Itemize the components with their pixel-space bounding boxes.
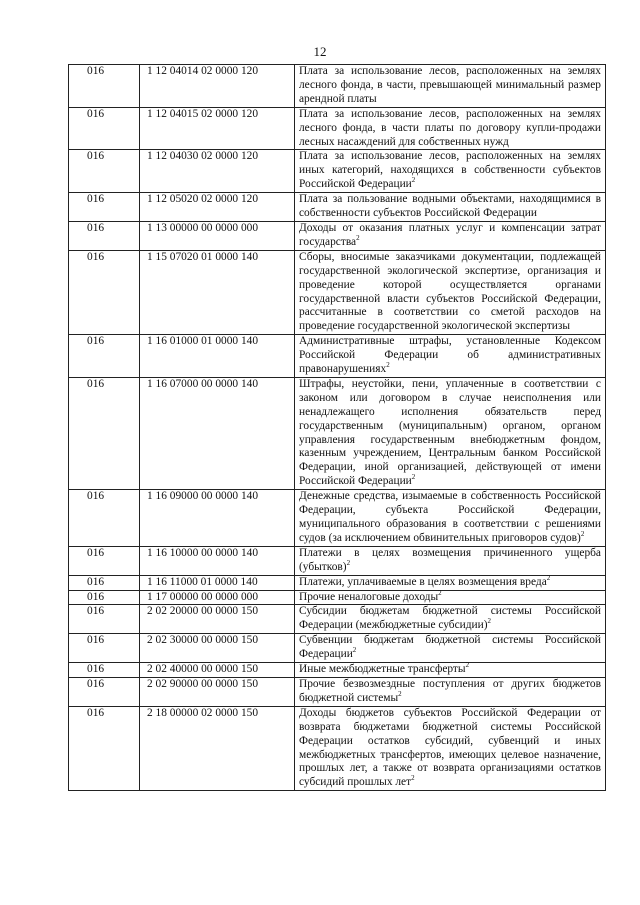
- table-row: [69, 546, 606, 575]
- description-text: Субсидии бюджетам бюджетной системы Российской Федерации (межбюджетные субсидии): [299, 605, 601, 632]
- table-row: [69, 590, 606, 605]
- admin-code-cell: 016: [69, 590, 140, 605]
- description-cell: [295, 150, 606, 193]
- description-text: Платежи в целях возмещения причиненного ущерба (убытков): [299, 546, 601, 573]
- description-cell: [295, 490, 606, 547]
- table-row: [69, 107, 606, 150]
- description-cell: [295, 706, 606, 790]
- admin-code-cell: 016: [69, 221, 140, 250]
- description-text: Плата за использование лесов, расположенных на землях лесного фонда, в части, превышающей минимальный размер арендной платы: [299, 65, 601, 105]
- footnote-mark: 2: [438, 588, 442, 597]
- admin-code-cell: 016: [69, 193, 140, 222]
- description-text: Доходы от оказания платных услуг и компенсации затрат государства: [299, 221, 601, 248]
- description-cell: [295, 250, 606, 334]
- table-row: [69, 663, 606, 678]
- admin-code-cell: 016: [69, 605, 140, 634]
- description-text: Доходы бюджетов субъектов Российской Федерации от возврата бюджетами бюджетной системы Российской Федерации остатков субсидий, субвенций и иных межбюджетных трансфертов, имеющих целевое назначение, прошлых лет, а также от возврата организациями остатков субсидий прошлых лет: [299, 706, 601, 789]
- table-row: [69, 706, 606, 790]
- revenue-code-cell: 2 02 20000 00 0000 150: [140, 605, 295, 634]
- table-row: [69, 65, 606, 108]
- admin-code-cell: 016: [69, 575, 140, 590]
- table-row: [69, 377, 606, 489]
- description-text: Денежные средства, изымаемые в собственность Российской Федерации, субъекта Российской Федерации, муниципального образования в соответствии с решениями судов (за исключением обвинительных приговоров судов): [299, 490, 601, 544]
- table-row: [69, 634, 606, 663]
- revenue-code-cell: 1 12 04015 02 0000 120: [140, 107, 295, 150]
- footnote-mark: 2: [346, 558, 351, 567]
- description-cell: [295, 546, 606, 575]
- table-row: [69, 605, 606, 634]
- footnote-mark: 2: [411, 774, 415, 783]
- admin-code-cell: 016: [69, 65, 140, 108]
- revenue-code-cell: 1 12 04014 02 0000 120: [140, 65, 295, 108]
- description-text: Платежи, уплачиваемые в целях возмещения вреда: [299, 575, 547, 588]
- page-number: 12: [313, 44, 327, 59]
- admin-code-cell: 016: [69, 677, 140, 706]
- table-row: [69, 150, 606, 193]
- footnote-mark: 2: [487, 617, 492, 626]
- description-cell: [295, 634, 606, 663]
- footnote-mark: 2: [386, 361, 390, 370]
- revenue-code-cell: 1 15 07020 01 0000 140: [140, 250, 295, 334]
- description-cell: [295, 335, 606, 378]
- footnote-mark: 2: [398, 690, 402, 699]
- description-cell: [295, 590, 606, 605]
- description-text: Иные межбюджетные трансферты: [299, 663, 466, 676]
- revenue-code-cell: 1 16 09000 00 0000 140: [140, 490, 295, 547]
- revenue-code-cell: 2 02 30000 00 0000 150: [140, 634, 295, 663]
- description-text: Административные штрафы, установленные Кодексом Российской Федерации об административных правонарушениях: [299, 335, 601, 376]
- description-cell: [295, 677, 606, 706]
- footnote-mark: 2: [352, 646, 357, 655]
- description-text: Субвенции бюджетам бюджетной системы Российской Федерации: [299, 634, 601, 661]
- description-cell: [295, 575, 606, 590]
- table-row: [69, 490, 606, 547]
- revenue-code-cell: 1 16 07000 00 0000 140: [140, 377, 295, 489]
- revenue-code-cell: 2 02 90000 00 0000 150: [140, 677, 295, 706]
- admin-code-cell: 016: [69, 335, 140, 378]
- table-row: [69, 250, 606, 334]
- revenue-code-cell: 1 17 00000 00 0000 000: [140, 590, 295, 605]
- footnote-mark: 2: [580, 530, 585, 539]
- description-cell: [295, 605, 606, 634]
- description-cell: [295, 221, 606, 250]
- footnote-mark: 2: [465, 661, 470, 670]
- description-text: Штрафы, неустойки, пени, уплаченные в соответствии с законом или договором в случае неисполнения или ненадлежащего исполнения обязательств перед государственным (муниципальным) органом, органом управления государственным внебюджетным фондом, казенным учреждением, Центральным банком Российской Федерации, иной организацией, действующей от имени Российской Федерации: [299, 377, 601, 488]
- table-row: [69, 221, 606, 250]
- footnote-mark: 2: [411, 473, 416, 482]
- description-text: Плата за пользование водными объектами, находящимися в собственности субъектов Российской Федерации: [299, 193, 601, 220]
- admin-code-cell: 016: [69, 663, 140, 678]
- description-text: Сборы, вносимые заказчиками документации, подлежащей государственной экологической экспертизе, организация и проведение которой осуществляется органами государственной власти субъектов Российской Федерации, рассчитанные в соответствии со сметой расходов на проведение государственной экологической экспертизы: [299, 250, 601, 333]
- admin-code-cell: 016: [69, 377, 140, 489]
- table-row: [69, 677, 606, 706]
- revenue-code-cell: 2 18 00000 02 0000 150: [140, 706, 295, 790]
- description-cell: [295, 65, 606, 108]
- admin-code-cell: 016: [69, 490, 140, 547]
- table-row: [69, 575, 606, 590]
- description-cell: [295, 107, 606, 150]
- revenue-code-cell: 2 02 40000 00 0000 150: [140, 663, 295, 678]
- table-row: [69, 193, 606, 222]
- revenue-code-cell: 1 13 00000 00 0000 000: [140, 221, 295, 250]
- admin-code-cell: 016: [69, 250, 140, 334]
- table-row: [69, 335, 606, 378]
- footnote-mark: 2: [411, 176, 416, 185]
- revenue-code-cell: 1 16 11000 01 0000 140: [140, 575, 295, 590]
- description-text: Прочие неналоговые доходы: [299, 590, 439, 603]
- description-cell: [295, 377, 606, 489]
- admin-code-cell: 016: [69, 706, 140, 790]
- description-cell: [295, 663, 606, 678]
- revenue-code-cell: 1 16 10000 00 0000 140: [140, 546, 295, 575]
- revenue-code-cell: 1 12 05020 02 0000 120: [140, 193, 295, 222]
- revenue-code-table: [68, 64, 606, 791]
- description-text: Прочие безвозмездные поступления от других бюджетов бюджетной системы: [299, 677, 601, 704]
- admin-code-cell: 016: [69, 634, 140, 663]
- admin-code-cell: 016: [69, 546, 140, 575]
- description-text: Плата за использование лесов, расположенных на землях иных категорий, находящихся в собственности субъектов Российской Федерации: [299, 150, 601, 191]
- revenue-code-cell: 1 16 01000 01 0000 140: [140, 335, 295, 378]
- description-cell: [295, 193, 606, 222]
- description-text: Плата за использование лесов, расположенных на землях лесного фонда, в части платы по договору купли-продажи лесных насаждений для собственных нужд: [299, 107, 601, 148]
- footnote-mark: 2: [356, 234, 360, 243]
- revenue-code-cell: 1 12 04030 02 0000 120: [140, 150, 295, 193]
- admin-code-cell: 016: [69, 107, 140, 150]
- footnote-mark: 2: [546, 573, 551, 582]
- admin-code-cell: 016: [69, 150, 140, 193]
